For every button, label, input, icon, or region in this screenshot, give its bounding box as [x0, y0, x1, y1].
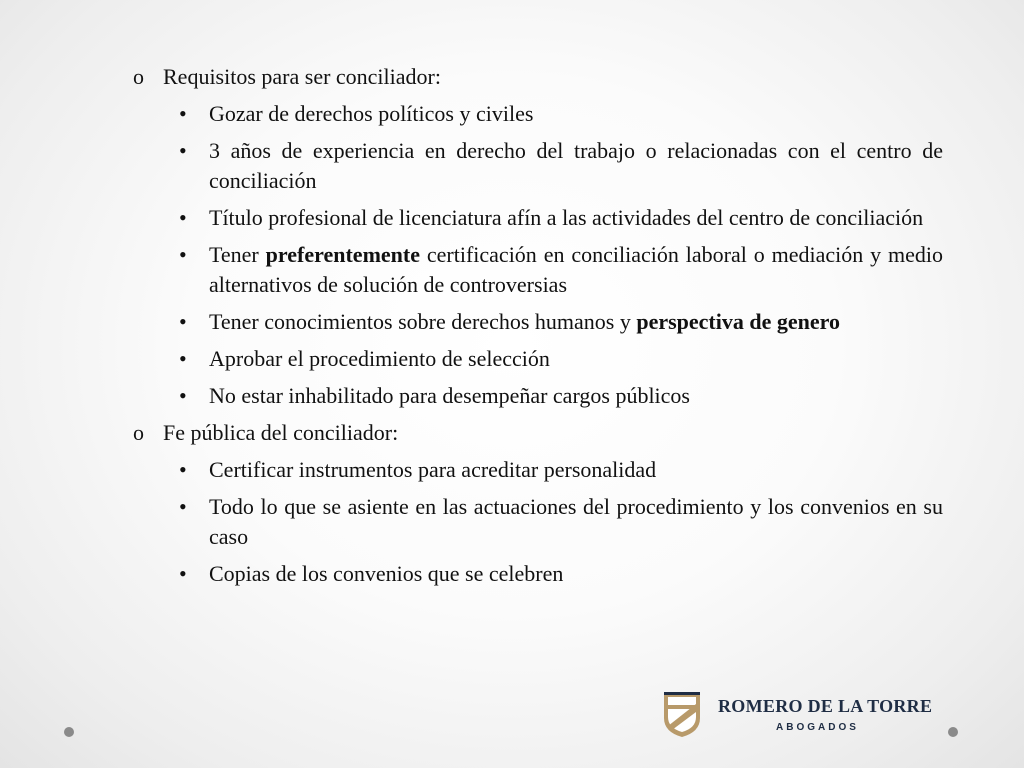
item-text: Todo lo que se asiente en las actuaciones del procedimiento y los convenios en su caso	[209, 494, 943, 549]
firm-subtitle: ABOGADOS	[776, 722, 859, 733]
slide-nav-dot-left[interactable]	[64, 727, 74, 737]
bullet-icon: •	[179, 383, 187, 408]
item-text: 3 años de experiencia en derecho del trabajo o relacionadas con el centro de conciliación	[209, 138, 943, 193]
firm-name: ROMERO DE LA TORRE	[718, 696, 933, 716]
item-text: Título profesional de licenciatura afín a las actividades del centro de conciliación	[209, 205, 924, 230]
bullet-icon: •	[179, 561, 187, 586]
list-item	[179, 307, 943, 337]
item-text: No estar inhabilitado para desempeñar cargos públicos	[209, 383, 690, 408]
list-item	[179, 455, 943, 485]
section-title: Fe pública del conciliador:	[163, 420, 399, 445]
item-text: Tener	[209, 242, 266, 267]
bullet-icon: •	[179, 101, 187, 126]
bullet-icon: •	[179, 205, 187, 230]
bullet-icon: •	[179, 138, 187, 163]
item-text: Tener conocimientos sobre derechos humanos y	[209, 309, 637, 334]
section-title: Requisitos para ser conciliador:	[163, 64, 441, 89]
list-item	[179, 99, 943, 129]
slide-content	[133, 62, 943, 596]
circle-bullet-icon: o	[133, 64, 144, 89]
bullet-icon: •	[179, 457, 187, 482]
section-heading	[133, 62, 943, 92]
bullet-icon: •	[179, 494, 187, 519]
firm-logo	[662, 688, 942, 738]
item-text: Gozar de derechos políticos y civiles	[209, 101, 534, 126]
section-heading	[133, 418, 943, 448]
list-item	[179, 240, 943, 300]
emphasis-text: preferentemente	[265, 242, 420, 267]
list-item	[179, 559, 943, 589]
bullet-icon: •	[179, 242, 187, 267]
list-item	[179, 203, 943, 233]
item-text: certificación en conciliación laboral o mediación y medio alternativos de solución de controversias	[209, 242, 943, 297]
list-item	[179, 381, 943, 411]
shield-logo-icon	[662, 688, 702, 738]
bullet-icon: •	[179, 346, 187, 371]
list-item	[179, 344, 943, 374]
list-item	[179, 136, 943, 196]
bullet-icon: •	[179, 309, 187, 334]
circle-bullet-icon: o	[133, 420, 144, 445]
slide-nav-dot-right[interactable]	[948, 727, 958, 737]
emphasis-text: perspectiva de genero	[636, 309, 841, 334]
item-text: Certificar instrumentos para acreditar personalidad	[209, 457, 657, 482]
list-item	[179, 492, 943, 552]
item-text: Aprobar el procedimiento de selección	[209, 346, 550, 371]
item-text: Copias de los convenios que se celebren	[209, 561, 564, 586]
